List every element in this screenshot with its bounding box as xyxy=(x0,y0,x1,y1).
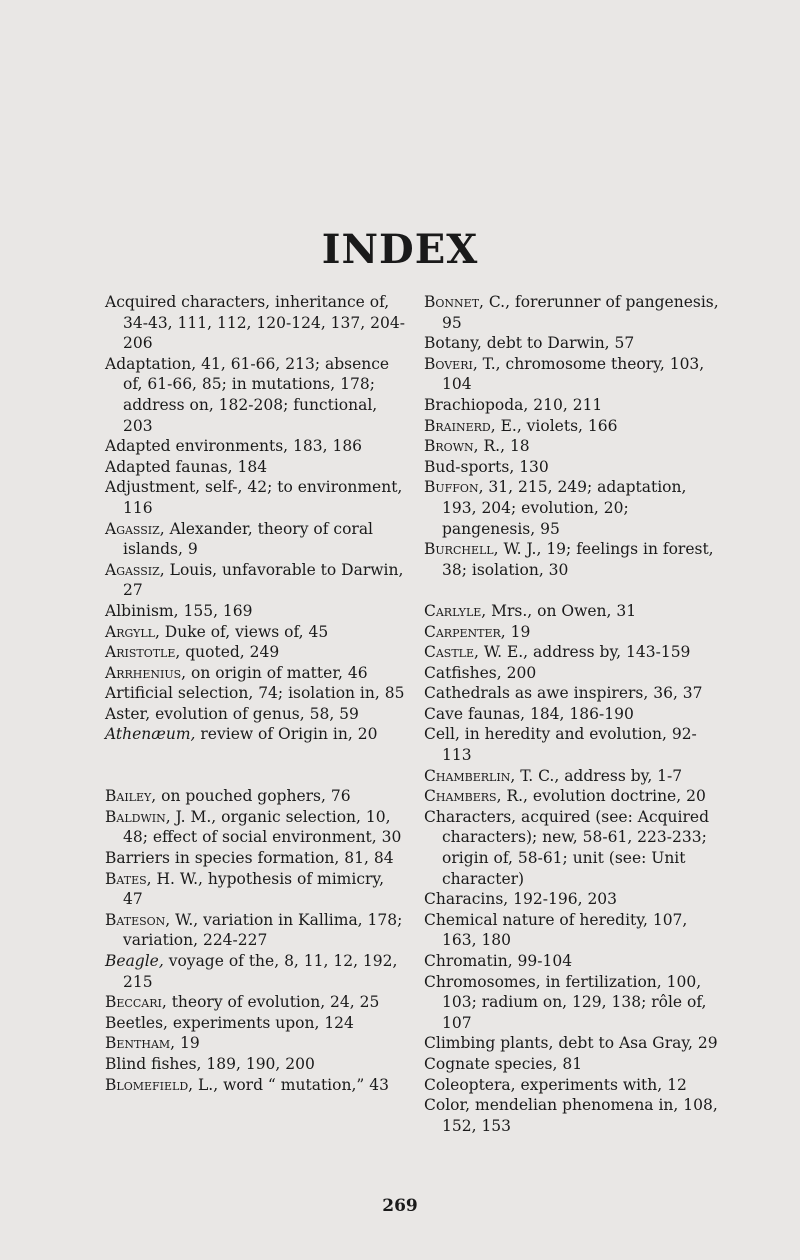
index-entry xyxy=(105,869,405,910)
index-entry xyxy=(105,704,405,725)
entry-references: in fertilization, 100, 103; radium on, 129, 138; rôle of, 107 xyxy=(442,972,707,1032)
entry-heading: Beccari, xyxy=(105,993,167,1012)
entry-heading: Chemical xyxy=(424,910,498,929)
index-entry xyxy=(424,972,724,1034)
index-entry xyxy=(105,663,405,684)
entry-heading: Bentham, xyxy=(105,1034,176,1053)
entry-references: experiments upon, 124 xyxy=(167,1013,354,1032)
entry-references: experiments with, 12 xyxy=(515,1075,687,1094)
entry-heading: Athenæum, xyxy=(105,725,196,744)
page-number: 269 xyxy=(382,1196,418,1216)
index-entry xyxy=(105,292,405,354)
entry-heading: Chromosomes, xyxy=(424,972,541,991)
entry-heading: Chambers, xyxy=(424,787,502,806)
entry-references: W., variation in Kallima, 178; variation, 224-227 xyxy=(123,910,403,950)
index-entry xyxy=(105,1054,405,1075)
index-entry xyxy=(424,889,724,910)
entry-heading: Blind fishes, xyxy=(105,1054,202,1073)
entry-references: 31, 215, 249; adaptation, 193, 204; evolution, 20; pangenesis, 95 xyxy=(442,478,687,538)
index-entry xyxy=(424,1033,724,1054)
index-entry xyxy=(105,848,405,869)
entry-references: review of Origin in, 20 xyxy=(195,725,378,744)
entry-references: voyage of the, 8, 11, 12, 192, 215 xyxy=(123,952,398,991)
entry-heading: Brown, xyxy=(424,437,479,456)
entry-references: 19 xyxy=(505,622,531,641)
entry-heading: Bonnet, xyxy=(424,293,484,311)
index-entry xyxy=(105,519,405,560)
entry-references: Duke of, views of, 45 xyxy=(159,622,329,641)
entry-heading: Baldwin, xyxy=(105,807,171,826)
entry-heading: Albinism, xyxy=(105,601,179,620)
entry-heading: Aristotle, xyxy=(105,643,181,662)
index-entry xyxy=(105,951,405,992)
index-entry xyxy=(105,724,405,745)
entry-references: E., violets, 166 xyxy=(495,416,618,435)
section-gap xyxy=(105,766,405,787)
entry-heading: Acquired characters, xyxy=(105,293,271,311)
entry-heading: Adapted environments, xyxy=(105,437,289,456)
index-entry xyxy=(105,477,405,518)
entry-references: 184, 186-190 xyxy=(525,704,634,723)
entry-heading: Aster, xyxy=(105,704,151,723)
entry-references: on pouched gophers, 76 xyxy=(156,787,351,806)
entry-references: R., 18 xyxy=(478,437,530,456)
entry-heading: Characters, xyxy=(424,807,517,826)
entry-references: Alexander, theory of coral islands, 9 xyxy=(123,519,374,559)
entry-references: on origin of matter, 46 xyxy=(186,663,368,682)
entry-heading: Brainerd, xyxy=(424,416,496,435)
entry-references: nature of heredity, 107, 163, 180 xyxy=(442,910,688,950)
index-entry xyxy=(424,910,724,951)
entry-heading: Agassiz, xyxy=(105,519,165,538)
index-entry xyxy=(424,766,724,787)
entry-references: evolution of genus, 58, 59 xyxy=(150,704,359,723)
index-entry xyxy=(424,416,724,437)
index-entry xyxy=(424,436,724,457)
index-entry xyxy=(424,1054,724,1075)
entry-references: 130 xyxy=(514,457,549,476)
entry-references: R., evolution doctrine, 20 xyxy=(501,787,706,806)
entry-references: species, 81 xyxy=(489,1054,583,1073)
entry-references: acquired (see: Acquired characters); new, 58-61, 223-233; origin of, 58-61; unit (see: Unit character) xyxy=(442,807,709,888)
entry-heading: Bud-sports, xyxy=(424,457,515,476)
entry-heading: Characins, xyxy=(424,890,509,909)
index-entry xyxy=(424,354,724,395)
entry-heading: Barriers xyxy=(105,849,170,868)
index-entry xyxy=(424,704,724,725)
entry-references: 99-104 xyxy=(512,952,573,970)
entry-heading: Beetles, xyxy=(105,1013,168,1032)
entry-heading: Cell, xyxy=(424,725,460,744)
index-entry xyxy=(105,560,405,601)
entry-references: H. W., hypothesis of mimicry, 47 xyxy=(123,869,385,909)
entry-heading: Arrhenius, xyxy=(105,663,187,682)
entry-references: J. M., organic selection, 10, 48; effect of social environment, 30 xyxy=(123,807,402,847)
entry-heading: Botany, xyxy=(424,334,482,353)
entry-references: inheritance of, 34-43, 111, 112, 120-124, 137, 204-206 xyxy=(123,293,405,353)
index-entry xyxy=(105,1075,405,1096)
entry-references: 189, 190, 200 xyxy=(201,1054,315,1073)
entry-heading: Bailey, xyxy=(105,787,157,806)
entry-heading: Climbing xyxy=(424,1034,496,1053)
entry-heading: Adapted faunas, xyxy=(105,457,233,476)
index-entry xyxy=(424,786,724,807)
section-gap xyxy=(105,745,405,766)
entry-heading: Bates, xyxy=(105,869,152,888)
entry-references: 183, 186 xyxy=(288,437,363,456)
page-title: INDEX xyxy=(321,226,479,273)
entry-heading: Boveri, xyxy=(424,354,478,373)
entry-heading: Blomefield, xyxy=(105,1075,194,1094)
index-entry xyxy=(105,807,405,848)
index-column-right xyxy=(424,292,724,1136)
entry-heading: Carpenter, xyxy=(424,622,506,641)
entry-heading: Color, xyxy=(424,1096,471,1115)
index-entry xyxy=(105,457,405,478)
entry-references: Louis, unfavorable to Darwin, 27 xyxy=(123,560,404,600)
entry-references: as awe inspirers, 36, 37 xyxy=(509,684,703,703)
entry-heading: Bateson, xyxy=(105,910,171,929)
index-entry xyxy=(424,724,724,765)
index-entry xyxy=(105,786,405,807)
index-entry xyxy=(424,1095,724,1136)
entry-references: quoted, 249 xyxy=(180,643,280,662)
index-entry xyxy=(424,601,724,622)
entry-references: 210, 211 xyxy=(528,395,603,414)
index-entry xyxy=(424,663,724,684)
index-column-left xyxy=(105,292,405,1095)
index-entry xyxy=(424,642,724,663)
entry-references: 192-196, 203 xyxy=(508,890,618,909)
entry-heading: Cave faunas, xyxy=(424,704,526,723)
index-entry xyxy=(424,292,724,333)
entry-references: W. J., 19; feelings in forest, 38; isolation, 30 xyxy=(442,540,714,579)
entry-heading: Chromatin, xyxy=(424,952,513,970)
index-entry xyxy=(424,683,724,704)
index-entry xyxy=(105,1013,405,1034)
index-entry xyxy=(105,992,405,1013)
index-entry xyxy=(105,622,405,643)
entry-references: debt to Darwin, 57 xyxy=(481,334,635,353)
entry-references: 74; isolation in, 85 xyxy=(253,684,405,703)
entry-heading: Carlyle, xyxy=(424,601,487,620)
entry-references: 155, 169 xyxy=(178,601,253,620)
entry-heading: Artificial selection, xyxy=(105,684,254,703)
entry-references: C., forerunner of pangenesis, 95 xyxy=(442,293,719,332)
entry-references: Mrs., on Owen, 31 xyxy=(486,601,637,620)
entry-references: W. E., address by, 143-159 xyxy=(478,643,691,662)
entry-references: T. C., address by, 1-7 xyxy=(515,766,683,785)
entry-heading: Cathedrals xyxy=(424,684,510,703)
entry-references: 19 xyxy=(175,1034,200,1053)
index-entry xyxy=(105,354,405,436)
entry-references: in heredity and evolution, 92-113 xyxy=(442,725,697,765)
entry-references: theory of evolution, 24, 25 xyxy=(166,993,380,1012)
index-entry xyxy=(424,457,724,478)
entry-references: mendelian phenomena in, 108, 152, 153 xyxy=(442,1096,718,1135)
entry-heading: Adaptation, xyxy=(105,354,197,373)
entry-references: L., word “ mutation,” 43 xyxy=(193,1075,389,1094)
entry-heading: Cognate xyxy=(424,1054,490,1073)
index-entry xyxy=(105,642,405,663)
entry-heading: Agassiz, xyxy=(105,560,165,579)
index-entry xyxy=(105,910,405,951)
index-entry xyxy=(105,436,405,457)
entry-references: in species formation, 81, 84 xyxy=(169,849,394,868)
entry-heading: Brachiopoda, xyxy=(424,395,529,414)
entry-references: plants, debt to Asa Gray, 29 xyxy=(495,1034,718,1053)
entry-references: self-, 42; to environment, 116 xyxy=(123,478,403,517)
entry-heading: Argyll, xyxy=(105,622,160,641)
entry-heading: Catfishes, xyxy=(424,663,502,682)
entry-references: 200 xyxy=(501,663,537,682)
index-entry xyxy=(424,807,724,889)
index-entry xyxy=(424,539,724,580)
entry-heading: Burchell, xyxy=(424,540,499,559)
index-entry xyxy=(105,1033,405,1054)
entry-heading: Coleoptera, xyxy=(424,1075,516,1094)
index-entry xyxy=(105,683,405,704)
entry-heading: Adjustment, xyxy=(105,478,201,497)
entry-heading: Buffon, xyxy=(424,478,484,497)
section-gap xyxy=(424,580,724,601)
index-entry xyxy=(424,333,724,354)
entry-references: 41, 61-66, 213; absence of, 61-66, 85; in mutations, 178; address on, 182-208; functional, 203 xyxy=(123,354,390,435)
index-entry xyxy=(424,477,724,539)
index-entry xyxy=(424,951,724,972)
entry-references: 184 xyxy=(232,457,268,476)
entry-heading: Beagle, xyxy=(105,952,164,970)
entry-heading: Chamberlin, xyxy=(424,766,516,785)
index-entry xyxy=(424,395,724,416)
entry-references: T., chromosome theory, 103, 104 xyxy=(442,354,705,394)
index-entry xyxy=(424,622,724,643)
index-entry xyxy=(105,601,405,622)
entry-heading: Castle, xyxy=(424,643,479,662)
index-entry xyxy=(424,1075,724,1096)
